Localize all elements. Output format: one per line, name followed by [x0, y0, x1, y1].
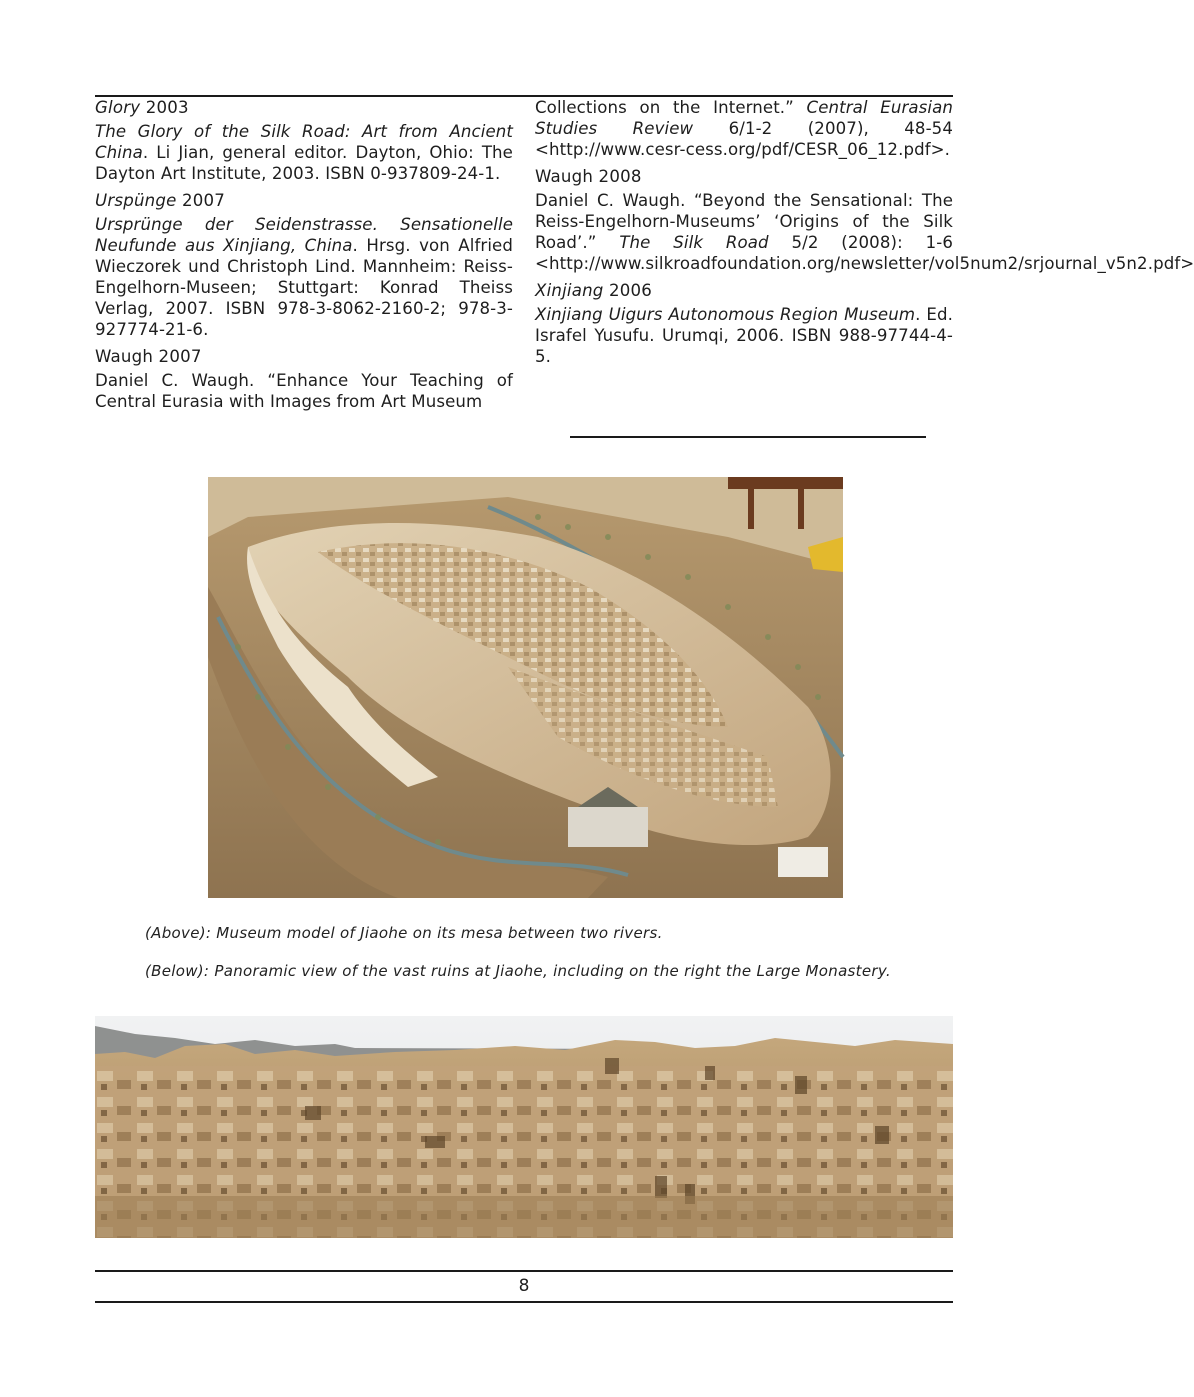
column-end-rule	[570, 436, 926, 438]
entry-citation: The Glory of the Silk Road: Art from Ancient China. Li Jian, general editor. Dayton, Ohio: The Dayton Art Institute, 2003. ISBN 0-937809-24-1.	[95, 122, 513, 183]
museum-model-photo	[208, 477, 843, 898]
entry-citation: Daniel C. Waugh. “Beyond the Sensational: The Reiss-Engelhorn-Museums’ ‘Origins of the Silk Road’.” The Silk Road 5/2 (2008): 1-6 <http://www.silkroadfoundation.org/newsletter/vol5num2/srjournal_v5n2.pdf>	[535, 191, 1194, 273]
entry-citation: Xinjiang Uigurs Autonomous Region Museum. Ed. Israfel Yusufu. Urumqi, 2006. ISBN 988-97744-4-5.	[535, 305, 954, 366]
caption-below: (Below): Panoramic view of the vast ruins at Jiaohe, including on the right the Large Monastery.	[145, 962, 891, 980]
entry-heading: Glory 2003	[95, 98, 189, 117]
entry-heading: Waugh 2007	[95, 347, 202, 366]
entry-heading: Xinjiang 2006	[535, 281, 653, 300]
entry-citation: Ursprünge der Seidenstrasse. Sensationelle Neufunde aus Xinjiang, China. Hrsg. von Alfried Wieczorek und Christoph Lind. Mannheim: Reiss-Engelhorn-Museen; Stuttgart: Konrad Theiss Verlag, 2007. ISBN 978-3-8062-2160-2; 978-3-927774-21-6.	[95, 215, 513, 339]
entry-heading: Waugh 2008	[535, 167, 642, 186]
caption-above: (Above): Museum model of Jiaohe on its mesa between two rivers.	[145, 924, 663, 942]
right-column	[535, 97, 1194, 373]
entry-citation-continued: Collections on the Internet.” Central Eurasian Studies Review 6/1-2 (2007), 48-54 <http://www.cesr-cess.org/pdf/CESR_06_12.pdf>.	[535, 98, 953, 159]
left-column	[95, 97, 513, 418]
footer-rule-top	[95, 1270, 953, 1272]
entry-citation: Daniel C. Waugh. “Enhance Your Teaching of Central Eurasia with Images from Art Museum	[95, 371, 513, 411]
footer-rule-bottom	[95, 1301, 953, 1303]
page-number: 8	[518, 1276, 530, 1296]
entry-heading: Urspünge 2007	[95, 191, 226, 210]
panorama-ruins-photo	[95, 1016, 953, 1238]
